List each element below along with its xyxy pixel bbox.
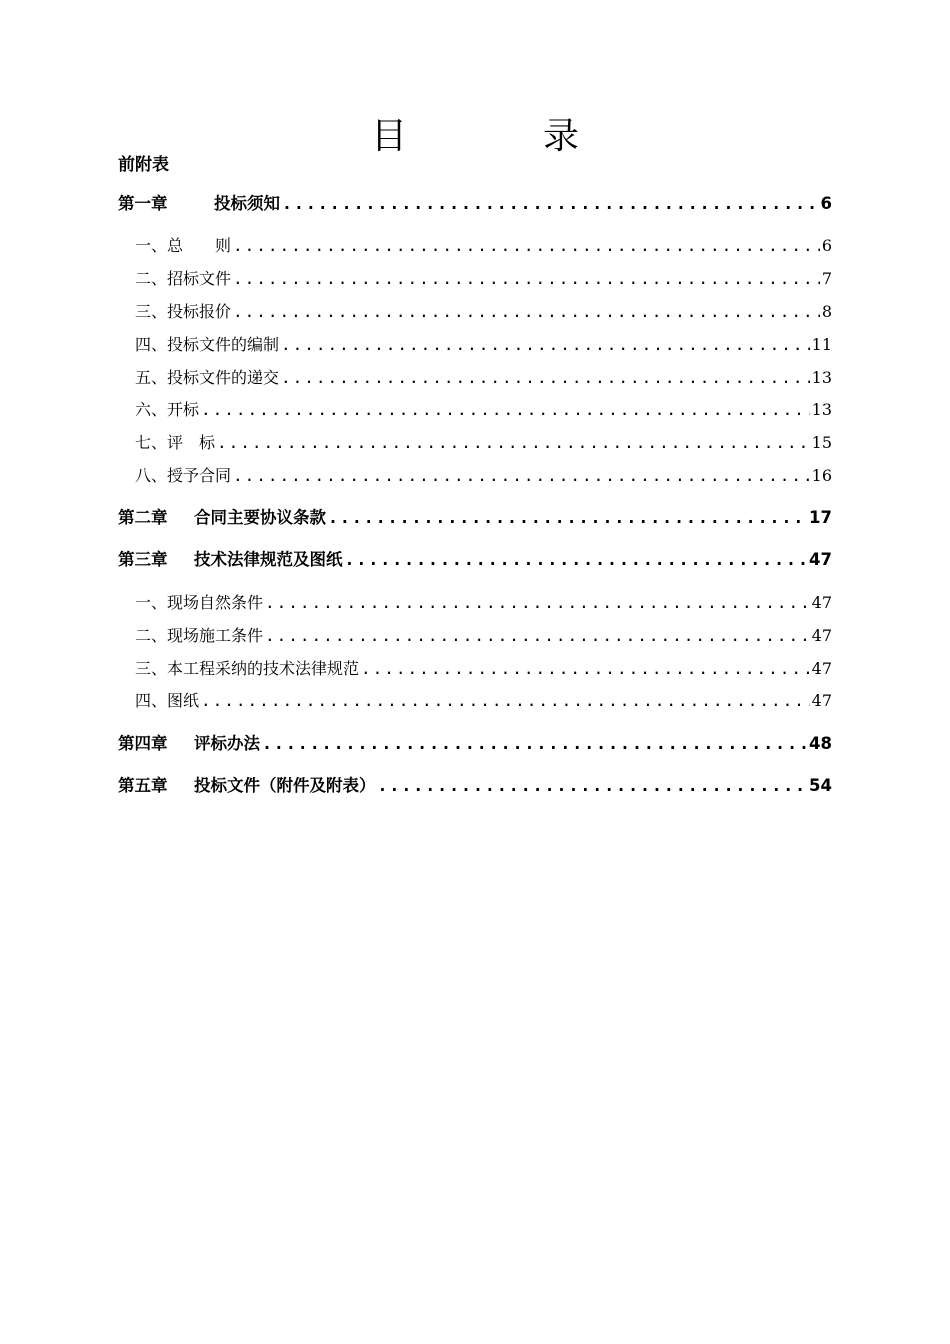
dot-leader [345,548,808,572]
dot-leader [328,506,807,530]
toc-entry-label: 合同主要协议条款 [194,508,326,527]
preface-heading: 前附表 [118,155,169,175]
toc-entry-label: 评标办法 [194,734,260,753]
toc-section-1-7[interactable] [135,431,832,455]
toc-chapter-number: 第五章 [118,776,168,795]
toc-entry-label: 一、总 则 [135,236,232,255]
toc-page-number: 6 [821,236,832,255]
toc-entry-label: 六、开标 [135,400,200,419]
toc-section-3-1[interactable] [135,591,832,615]
dot-leader [378,774,808,798]
toc-chapter-3[interactable] [118,548,832,572]
toc-chapter-number: 第三章 [118,550,168,569]
dot-leader [201,689,810,713]
toc-page-number: 54 [809,776,832,795]
toc-page-number: 13 [811,400,832,419]
toc-entry-label: 技术法律规范及图纸 [194,550,343,569]
toc-chapter-5[interactable] [118,774,832,798]
dot-leader [217,431,810,455]
toc-entry-label: 二、现场施工条件 [135,626,264,645]
dot-leader [262,732,807,756]
toc-page-number: 47 [811,659,832,678]
toc-entry-label: 五、投标文件的递交 [135,368,280,387]
toc-page-number: 6 [820,194,832,213]
dot-leader [361,657,810,681]
toc-section-1-6[interactable] [135,398,832,422]
toc-page-number: 7 [821,269,832,288]
toc-entry-label: 一、现场自然条件 [135,593,264,612]
dot-leader [233,234,820,258]
toc-page-number: 48 [809,734,832,753]
toc-page-number: 15 [811,433,832,452]
toc-page-number: 47 [811,593,832,612]
toc-chapter-number: 第二章 [118,508,168,527]
toc-page-number: 47 [811,691,832,710]
toc-entry-label: 三、本工程采纳的技术法律规范 [135,659,360,678]
dot-leader [281,333,810,357]
toc-section-1-5[interactable] [135,366,832,390]
toc-page-number: 13 [811,368,832,387]
toc-entry-label: 七、评 标 [135,433,216,452]
toc-page-number: 11 [811,335,832,354]
toc-page-number: 47 [809,550,832,569]
toc-chapter-4[interactable] [118,732,832,756]
toc-section-3-3[interactable] [135,657,832,681]
toc-section-1-3[interactable] [135,300,832,324]
toc-entry-label: 八、授予合同 [135,466,232,485]
toc-page-number: 47 [811,626,832,645]
toc-section-1-1[interactable] [135,234,832,258]
dot-leader [281,366,810,390]
toc-page-number: 17 [809,508,832,527]
toc-entry-label: 二、招标文件 [135,269,232,288]
toc-section-1-4[interactable] [135,333,832,357]
toc-section-3-2[interactable] [135,624,832,648]
toc-title: 目 录 [370,116,629,157]
toc-chapter-number: 第一章 [118,194,168,213]
toc-section-1-8[interactable] [135,464,832,488]
dot-leader [265,591,810,615]
toc-entry-label: 四、图纸 [135,691,200,710]
toc-page-number: 8 [821,302,832,321]
toc-entry-label: 三、投标报价 [135,302,232,321]
dot-leader [233,300,820,324]
toc-page-number: 16 [811,466,832,485]
toc-chapter-2[interactable] [118,506,832,530]
toc-entry-label: 投标文件（附件及附表） [194,776,376,795]
toc-section-1-2[interactable] [135,267,832,291]
toc-entry-label: 四、投标文件的编制 [135,335,280,354]
dot-leader [282,192,819,216]
dot-leader [233,267,820,291]
toc-entry-label: 投标须知 [214,194,280,213]
toc-section-3-4[interactable] [135,689,832,713]
dot-leader [265,624,810,648]
toc-chapter-1[interactable] [118,192,832,216]
toc-chapter-number: 第四章 [118,734,168,753]
dot-leader [201,398,810,422]
dot-leader [233,464,810,488]
